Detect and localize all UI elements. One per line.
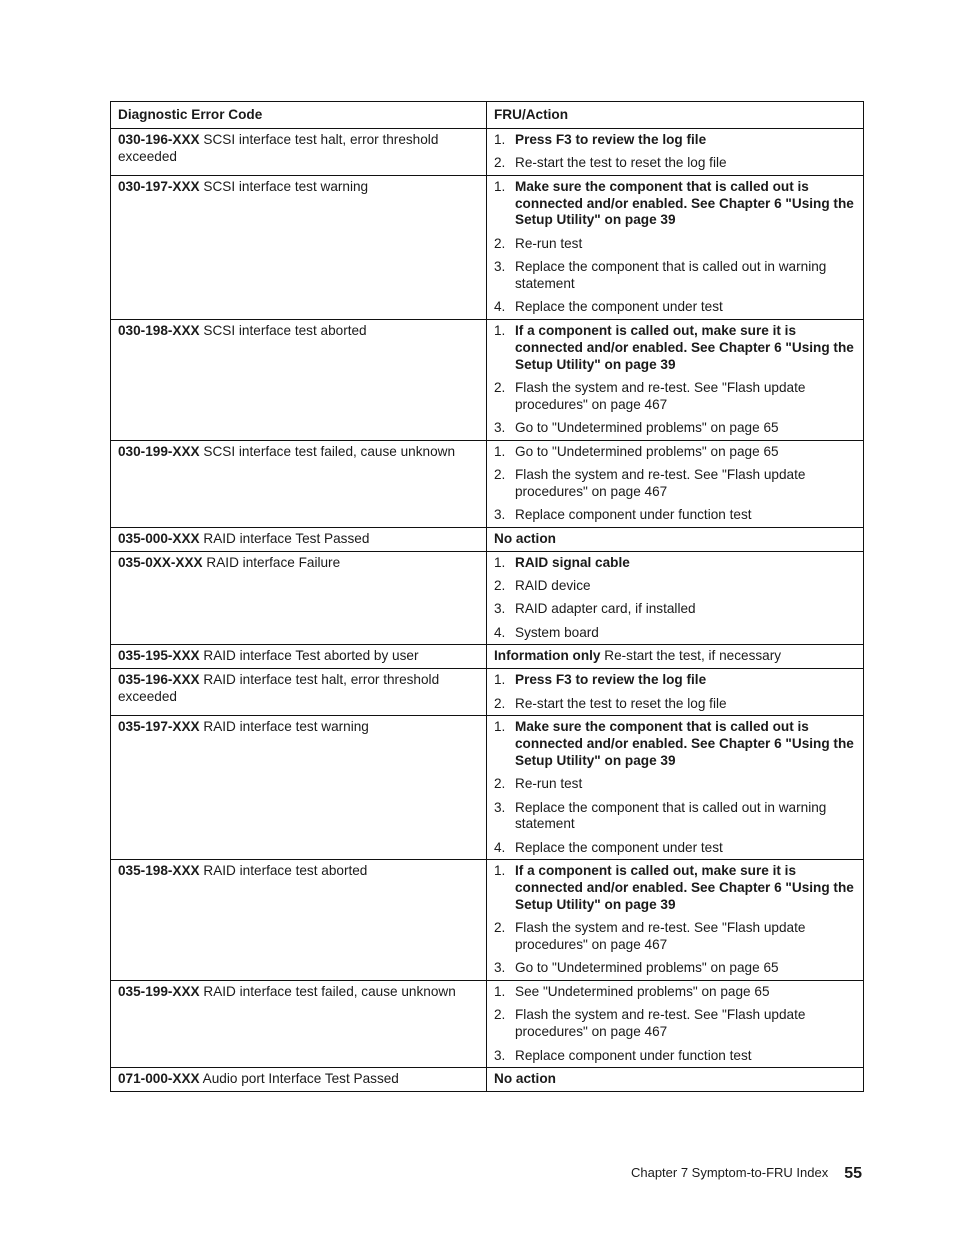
column-header-action: FRU/Action [487,102,864,129]
action-number: 1. [494,719,506,735]
fru-action-cell [487,669,864,716]
error-description: RAID interface Test aborted by user [199,648,419,664]
error-code: 030-199-XXX [118,443,200,459]
action-item [494,420,856,437]
action-text: RAID adapter card, if installed [515,601,696,617]
action-number: 2. [494,920,506,936]
error-code: 030-198-XXX [118,322,200,338]
table-row [111,175,864,319]
error-code: 035-197-XXX [118,719,200,735]
action-number: 2. [494,776,506,792]
action-number: 1. [494,131,506,147]
action-bold: No action [494,530,556,546]
action-number: 1. [494,322,506,338]
error-code: 035-000-XXX [118,530,200,546]
error-description: SCSI interface test halt, error threshold exceeded [118,131,439,164]
fru-action-cell [487,551,864,645]
action-list [494,863,856,977]
action-item [494,984,856,1001]
action-number: 1. [494,863,506,879]
action-number: 3. [494,960,506,976]
fru-action-cell [487,645,864,669]
action-item [494,236,856,253]
action-text: Replace component under function test [515,507,752,523]
action-list [494,444,856,524]
action-text: If a component is called out, make sure it is connected and/or enabled. See Chapter 6 "Using the Setup Utility" on page 39 [515,322,854,372]
action-number: 1. [494,443,506,459]
action-text: Replace the component under test [515,299,723,315]
error-code: 030-196-XXX [118,131,200,147]
table-row [111,319,864,440]
action-number: 3. [494,507,506,523]
error-code: 035-0XX-XXX [118,554,203,570]
column-header-code: Diagnostic Error Code [111,102,487,129]
action-item [494,555,856,572]
action-text: System board [515,624,599,640]
table-body [111,128,864,1091]
error-description: RAID interface Failure [202,554,341,570]
action-number: 2. [494,155,506,171]
action-text: Go to "Undetermined problems" on page 65 [515,443,779,459]
action-bold: Information only [494,648,601,664]
action-number: 2. [494,695,506,711]
action-text: Replace the component that is called out in warning statement [515,799,827,832]
table-row [111,527,864,551]
error-code-cell [111,1068,487,1092]
action-number: 2. [494,379,506,395]
error-code-table [110,101,864,1092]
action-item [494,259,856,293]
error-code-cell [111,645,487,669]
page-number: 55 [844,1165,862,1182]
error-code: 035-196-XXX [118,672,200,688]
action-text: Replace component under function test [515,1047,752,1063]
action-text: Make sure the component that is called out is connected and/or enabled. See Chapter 6 "Using the Setup Utility" on page 39 [515,719,854,768]
action-item [494,920,856,954]
error-code-cell [111,440,487,527]
fru-action-cell [487,440,864,527]
error-code-cell [111,319,487,440]
error-code-cell [111,128,487,175]
error-code-cell [111,175,487,319]
fru-action-cell [487,716,864,860]
action-list [494,179,856,316]
error-description: RAID interface test failed, cause unknown [199,984,456,1000]
fru-action-cell [487,981,864,1068]
action-item [494,578,856,595]
error-code-cell [111,981,487,1068]
action-number: 4. [494,839,506,855]
action-list [494,984,856,1064]
error-code: 035-199-XXX [118,984,200,1000]
action-text: If a component is called out, make sure it is connected and/or enabled. See Chapter 6 "Using the Setup Utility" on page 39 [515,863,854,912]
action-item [494,1048,856,1065]
fru-action-cell [487,175,864,319]
action-rest: Re-start the test, if necessary [600,648,782,664]
action-text: Press F3 to review the log file [515,672,707,688]
table-row [111,551,864,645]
action-text: Flash the system and re-test. See "Flash update procedures" on page 467 [515,920,806,953]
action-text: Re-run test [515,235,583,251]
fru-action-cell [487,860,864,981]
action-number: 3. [494,1047,506,1063]
table-header-row [111,102,864,129]
action-number: 3. [494,601,506,617]
action-list [494,132,856,172]
error-code-cell [111,669,487,716]
action-text: Replace the component that is called out in warning statement [515,259,827,291]
action-item [494,467,856,501]
chapter-title: Chapter 7 Symptom-to-FRU Index [630,1165,829,1180]
action-item [494,960,856,977]
action-number: 2. [494,578,506,594]
action-item [494,1007,856,1041]
fru-action-cell [487,319,864,440]
action-item [494,625,856,642]
error-code-cell [111,551,487,645]
action-text: See "Undetermined problems" on page 65 [515,984,770,1000]
fru-action-cell [487,1068,864,1092]
error-code-cell [111,716,487,860]
action-number: 1. [494,178,506,194]
action-item [494,132,856,149]
action-number: 1. [494,554,506,570]
error-description: RAID interface test warning [199,719,369,735]
error-code: 030-197-XXX [118,178,200,194]
action-item [494,776,856,793]
table-row [111,860,864,981]
action-text: Re-start the test to reset the log file [515,155,727,171]
error-description: SCSI interface test aborted [199,322,367,338]
action-item [494,800,856,834]
action-number: 3. [494,419,506,435]
table-row [111,669,864,716]
action-number: 3. [494,799,506,815]
table-row [111,645,864,669]
action-item [494,380,856,414]
action-item [494,601,856,618]
error-code: 071-000-XXX [118,1071,200,1087]
action-number: 1. [494,672,506,688]
error-code-cell [111,860,487,981]
action-item [494,863,856,913]
action-list [494,719,856,856]
action-item [494,672,856,689]
action-item [494,507,856,524]
action-text: Go to "Undetermined problems" on page 65 [515,419,779,435]
error-description: SCSI interface test warning [199,178,369,194]
table-row [111,128,864,175]
action-item [494,719,856,769]
table-row [111,1068,864,1092]
action-bold: No action [494,1071,556,1087]
action-text: Flash the system and re-test. See "Flash update procedures" on page 467 [515,467,806,499]
table-row [111,716,864,860]
action-text: Flash the system and re-test. See "Flash update procedures" on page 467 [515,1007,806,1040]
action-list [494,323,856,437]
error-code: 035-195-XXX [118,648,200,664]
action-item [494,299,856,316]
action-text: RAID signal cable [515,554,630,570]
action-text: Make sure the component that is called out is connected and/or enabled. See Chapter 6 "Using the Setup Utility" on page 39 [515,178,854,228]
action-text: Replace the component under test [515,839,723,855]
action-text: Press F3 to review the log file [515,131,707,147]
action-text: Flash the system and re-test. See "Flash update procedures" on page 467 [515,379,806,412]
action-item [494,323,856,373]
error-description: Audio port Interface Test Passed [199,1071,399,1087]
table-row [111,440,864,527]
action-number: 1. [494,984,506,1000]
action-item [494,444,856,461]
action-number: 2. [494,1007,506,1023]
action-number: 2. [494,235,506,251]
fru-action-cell [487,527,864,551]
action-text: RAID device [515,578,591,594]
error-description: SCSI interface test failed, cause unknown [199,443,456,459]
action-number: 2. [494,467,506,483]
error-code-cell [111,527,487,551]
action-number: 3. [494,259,506,275]
error-code: 035-198-XXX [118,863,200,879]
error-description: RAID interface test halt, error threshold exceeded [118,672,440,705]
action-list [494,555,856,642]
action-list [494,672,856,712]
page-footer [631,1163,862,1184]
action-item [494,840,856,857]
action-text: Re-start the test to reset the log file [515,695,727,711]
action-item [494,155,856,172]
action-text: Re-run test [515,776,583,792]
fru-action-cell [487,128,864,175]
error-description: RAID interface Test Passed [199,530,370,546]
action-item [494,179,856,229]
action-item [494,696,856,713]
action-number: 4. [494,299,506,315]
table-row [111,981,864,1068]
action-text: Go to "Undetermined problems" on page 65 [515,960,779,976]
error-description: RAID interface test aborted [199,863,368,879]
action-number: 4. [494,624,506,640]
